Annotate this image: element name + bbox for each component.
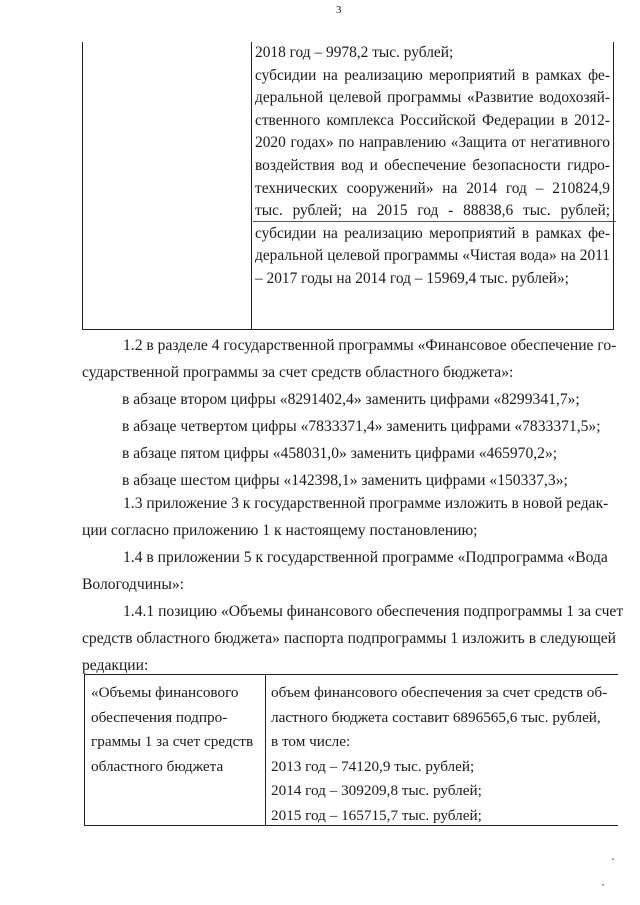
table-line: субсидии на реализацию мероприятий в рамках фе-	[255, 66, 610, 84]
table-divider	[265, 675, 266, 825]
table-line: 2020 годах» по направлению «Защита от негативного	[255, 134, 610, 152]
table-line: обеспечения подпро-	[91, 708, 228, 726]
section-1-3	[82, 490, 616, 544]
table-line: деральной целевой программы «Чистая вода» на 2011	[255, 247, 610, 265]
table-line: граммы 1 за счет средств	[91, 733, 254, 750]
table-line: – 2017 годы на 2014 год – 15969,4 тыс. рублей»;	[255, 269, 569, 287]
table-line: 2015 год – 165715,7 тыс. рублей;	[271, 806, 482, 824]
table-line: ластного бюджета составит 6896565,6 тыс. рублей,	[271, 708, 601, 726]
paragraph-line: ции согласно приложению 1 к настоящему постановлению;	[82, 522, 478, 539]
section-1-2	[82, 332, 616, 494]
top-table-left-cell	[83, 42, 252, 329]
table-line: областного бюджета	[91, 757, 224, 775]
table-line: тыс. рублей; на 2015 год - 88838,6 тыс. рублей;	[255, 200, 610, 223]
paragraph-line: сударственной программы за счет средств областного бюджета»:	[82, 364, 514, 381]
page-number: 3	[336, 4, 342, 16]
table-line: 2018 год – 9978,2 тыс. рублей;	[255, 44, 454, 61]
table-line: воздействия вод и обеспечение безопасности гидро-	[255, 156, 610, 174]
table-line: 2014 год – 309209,8 тыс. рублей;	[271, 782, 482, 799]
paragraph-line: 1.4 в приложении 5 к государственной программе «Подпрограмма «Вода	[123, 549, 608, 566]
section-1-4	[82, 544, 616, 598]
paragraph-line: 1.2 в разделе 4 государственной программы «Финансовое обеспечение го-	[123, 337, 617, 354]
bottom-table	[84, 674, 618, 826]
paragraph-line: Вологодчины»:	[82, 576, 184, 593]
paragraph-line: в абзаце пятом цифры «458031,0» заменить цифрами «465970,2»;	[122, 445, 558, 462]
table-line: субсидии на реализацию мероприятий в рамках фе-	[255, 224, 610, 242]
paragraph-line: 1.3 приложение 3 к государственной программе изложить в новой редак-	[123, 495, 609, 512]
top-table	[82, 42, 614, 330]
paragraph-line: 1.4.1 позицию «Объемы финансового обеспечения подпрограммы 1 за счет	[123, 603, 624, 620]
scan-speck	[612, 858, 614, 860]
paragraph-line: редакции:	[82, 657, 149, 674]
table-line: технических сооружений» на 2014 год – 210824,9	[255, 179, 610, 197]
table-line: объем финансового обеспечения за счет средств об-	[271, 684, 608, 701]
bottom-table-right-cell	[271, 681, 611, 828]
paragraph-line: средств областного бюджета» паспорта подпрограммы 1 изложить в следующей	[82, 630, 617, 647]
bottom-table-left-cell	[91, 681, 261, 779]
paragraph-line: в абзаце четвертом цифры «7833371,4» заменить цифрами «7833371,5»;	[122, 418, 601, 435]
section-1-4-1	[82, 598, 624, 679]
scan-speck	[602, 884, 604, 886]
table-line: ственного комплекса Российской Федерации в 2012-	[255, 111, 610, 129]
table-line: 2013 год – 74120,9 тыс. рублей;	[271, 757, 475, 775]
table-line: деральной целевой программы «Развитие водохозяй-	[255, 89, 610, 107]
paragraph-line: в абзаце шестом цифры «142398,1» заменить цифрами «150337,3»;	[122, 472, 568, 489]
table-line: «Объемы финансового	[91, 684, 239, 701]
paragraph-line: в абзаце втором цифры «8291402,4» заменить цифрами «8299341,7»;	[122, 391, 580, 408]
top-table-right-cell	[255, 42, 610, 291]
table-line: в том числе:	[271, 733, 351, 750]
